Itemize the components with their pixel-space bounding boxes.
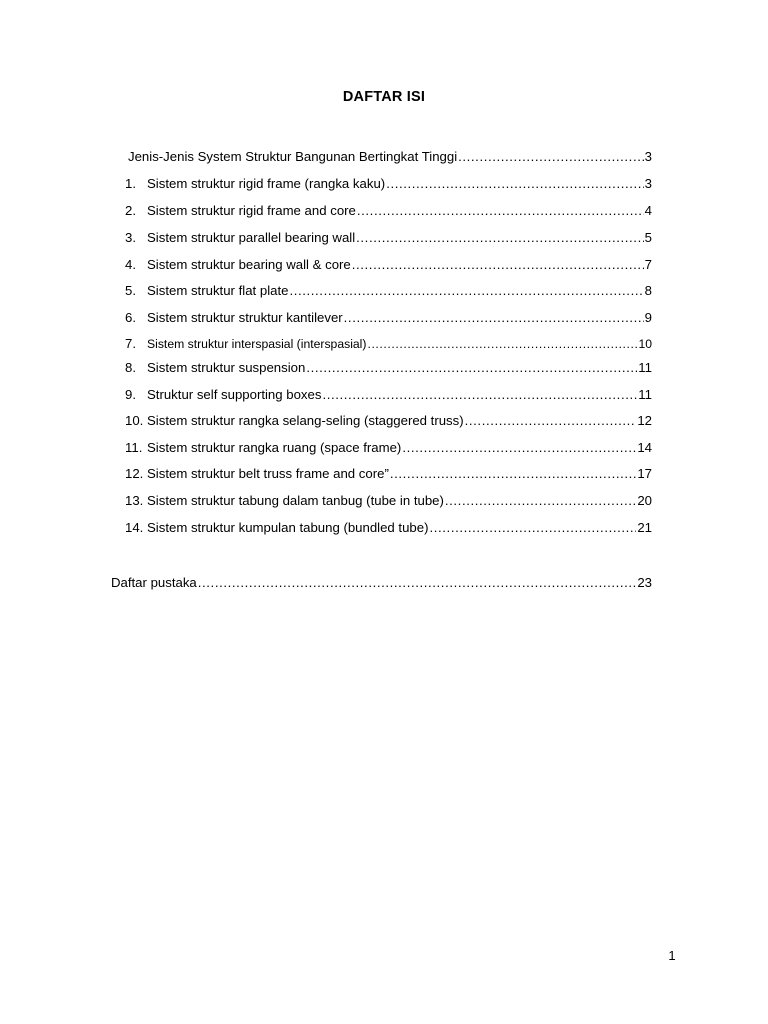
toc-leader-dots [445, 492, 636, 510]
toc-item-number: 12. [125, 466, 144, 481]
toc-entry-label: Sistem struktur rigid frame and core [147, 203, 356, 218]
toc-leader-dots [367, 335, 637, 353]
toc-item-10[interactable] [125, 412, 652, 430]
toc-leader-dots [198, 574, 637, 592]
toc-item-8[interactable] [125, 359, 652, 377]
toc-entry-page: 3 [644, 149, 652, 164]
toc-item-number: 7. [125, 336, 136, 351]
toc-entry-page: 14 [637, 440, 652, 455]
toc-item-2[interactable] [125, 202, 652, 220]
toc-entry-label: Sistem struktur bearing wall & core [147, 257, 351, 272]
toc-entry-page: 21 [637, 520, 652, 535]
toc-entry-label: Sistem struktur interspasial (interspasial) [147, 337, 367, 351]
toc-entry-page: 4 [644, 203, 652, 218]
toc-leader-dots [289, 282, 643, 300]
toc-entry-page: 7 [644, 257, 652, 272]
toc-entry-page: 20 [637, 493, 652, 508]
toc-item-7[interactable] [125, 335, 652, 353]
toc-item-number: 1. [125, 176, 136, 191]
toc-leader-dots [430, 519, 637, 537]
toc-entry-page: 8 [644, 283, 652, 298]
toc-item-13[interactable] [125, 492, 652, 510]
toc-item-11[interactable] [125, 439, 652, 457]
toc-leader-dots [306, 359, 637, 377]
toc-item-5[interactable] [125, 282, 652, 300]
toc-entry-label: Sistem struktur kumpulan tabung (bundled tube) [147, 520, 429, 535]
page-number: 1 [668, 948, 676, 963]
toc-leader-dots [352, 256, 644, 274]
toc-item-number: 3. [125, 230, 136, 245]
toc-heading-entry[interactable] [128, 148, 652, 166]
toc-bibliography[interactable] [111, 574, 652, 592]
toc-leader-dots [465, 412, 637, 430]
toc-entry-label: Sistem struktur rangka ruang (space frame) [147, 440, 402, 455]
toc-item-12[interactable] [125, 465, 652, 483]
toc-entry-label: Sistem struktur rigid frame (rangka kaku) [147, 176, 386, 191]
toc-item-1[interactable] [125, 175, 652, 193]
toc-entry-page: 11 [638, 387, 652, 402]
toc-entry-label: Daftar pustaka [111, 575, 197, 590]
toc-leader-dots [357, 202, 644, 220]
toc-item-number: 9. [125, 387, 136, 402]
toc-entry-page: 5 [644, 230, 652, 245]
toc-entry-page: 12 [637, 413, 652, 428]
toc-item-number: 14. [125, 520, 144, 535]
toc-item-9[interactable] [125, 386, 652, 404]
toc-entry-label: Sistem struktur struktur kantilever [147, 310, 343, 325]
toc-item-3[interactable] [125, 229, 652, 247]
toc-entry-label: Sistem struktur parallel bearing wall [147, 230, 356, 245]
toc-item-4[interactable] [125, 256, 652, 274]
toc-entry-label: Sistem struktur belt truss frame and core” [147, 466, 389, 481]
toc-leader-dots [386, 175, 643, 193]
toc-entry-page: 10 [638, 337, 652, 351]
toc-item-number: 5. [125, 283, 136, 298]
toc-entry-page: 9 [644, 310, 652, 325]
toc-entry-label: Sistem struktur rangka selang-seling (staggered truss) [147, 413, 464, 428]
toc-leader-dots [402, 439, 636, 457]
toc-item-number: 10. [125, 413, 144, 428]
toc-entry-label: Sistem struktur tabung dalam tanbug (tube in tube) [147, 493, 444, 508]
toc-entry-page: 11 [638, 360, 652, 375]
toc-item-number: 13. [125, 493, 144, 508]
toc-leader-dots [458, 148, 644, 166]
toc-leader-dots [356, 229, 644, 247]
toc-entry-label: Jenis-Jenis System Struktur Bangunan Bertingkat Tinggi [128, 149, 458, 164]
toc-item-number: 6. [125, 310, 136, 325]
toc-leader-dots [390, 465, 636, 483]
page-title: DAFTAR ISI [342, 89, 426, 105]
toc-item-14[interactable] [125, 519, 652, 537]
toc-entry-label: Struktur self supporting boxes [147, 387, 322, 402]
toc-item-number: 8. [125, 360, 136, 375]
toc-entry-page: 17 [637, 466, 652, 481]
toc-entry-label: Sistem struktur suspension [147, 360, 306, 375]
toc-item-6[interactable] [125, 309, 652, 327]
toc-leader-dots [344, 309, 644, 327]
toc-entry-page: 23 [637, 575, 652, 590]
toc-entry-page: 3 [644, 176, 652, 191]
toc-leader-dots [322, 386, 637, 404]
toc-item-number: 2. [125, 203, 136, 218]
toc-item-number: 4. [125, 257, 136, 272]
toc-item-number: 11. [125, 440, 143, 455]
toc-entry-label: Sistem struktur flat plate [147, 283, 289, 298]
